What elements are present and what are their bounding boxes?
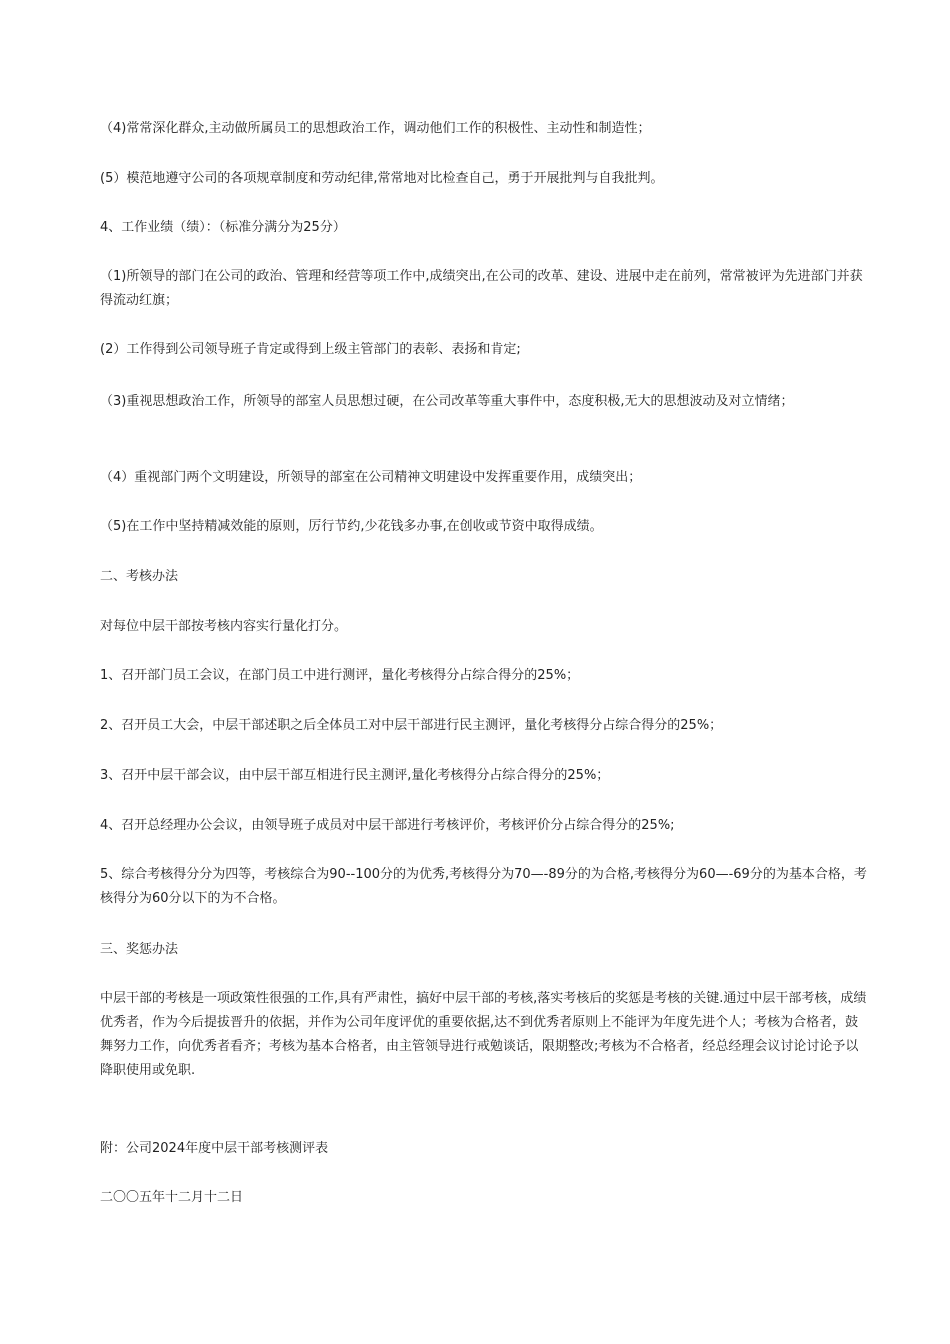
attachment-note: 附：公司2024年度中层干部考核测评表: [100, 1141, 329, 1156]
paragraph-assessment-5: 5、综合考核得分分为四等，考核综合为90--100分的为优秀,考核得分为70—-89分的为合格,考核得分为60—-69分的为基本合格，考核得分为60分以下的为不合格。: [100, 867, 867, 906]
document-date: 二〇〇五年十二月十二日: [100, 1190, 244, 1205]
paragraph-item-5-discipline: (5）模范地遵守公司的各项规章制度和劳动纪律,常常地对比检查自己，勇于开展批判与自我批判。: [100, 171, 664, 186]
paragraph-assessment-4: 4、召开总经理办公会议，由领导班子成员对中层干部进行考核评价，考核评价分占综合得分的25%;: [100, 818, 675, 833]
paragraph-performance-3: （3)重视思想政治工作，所领导的部室人员思想过硬，在公司改革等重大事件中，态度积极,无大的思想波动及对立情绪；: [100, 394, 794, 409]
paragraph-performance-2: (2）工作得到公司领导班子肯定或得到上级主管部门的表彰、表扬和肯定;: [100, 342, 521, 357]
paragraph-assessment-intro: 对每位中层干部按考核内容实行量化打分。: [100, 619, 348, 634]
paragraph-performance-4: （4）重视部门两个文明建设，所领导的部室在公司精神文明建设中发挥重要作用，成绩突出；: [100, 470, 642, 485]
paragraph-item-4-conduct: （4)常常深化群众,主动做所属员工的思想政治工作，调动他们工作的积极性、主动性和制造性；: [100, 121, 651, 136]
paragraph-performance-5: （5)在工作中坚持精减效能的原则，厉行节约,少花钱多办事,在创收或节资中取得成绩。: [100, 519, 603, 534]
paragraph-rewards-body: 中层干部的考核是一项政策性很强的工作,具有严肃性，搞好中层干部的考核,落实考核后的奖惩是考核的关键.通过中层干部考核，成绩优秀者，作为今后提拔晋升的依据，并作为公司年度评优的重要依据,达不到优秀者原则上不能评为年度先进个人；考核为合格者，鼓舞努力工作，向优秀者看齐；考核为基本合格者，由主管领导进行戒勉谈话，限期整改;考核为不合格者，经总经理会议讨论讨论予以降职使用或免职.: [100, 991, 867, 1078]
section-heading-performance: 4、工作业绩（绩）：（标准分满分为25分）: [100, 220, 346, 235]
paragraph-assessment-1: 1、召开部门员工会议，在部门员工中进行测评，量化考核得分占综合得分的25%；: [100, 668, 580, 683]
paragraph-assessment-2: 2、召开员工大会，中层干部述职之后全体员工对中层干部进行民主测评，量化考核得分占综合得分的25%；: [100, 718, 723, 733]
section-heading-assessment-method: 二、考核办法: [100, 569, 179, 584]
paragraph-performance-1: （1)所领导的部门在公司的政治、管理和经营等项工作中,成绩突出,在公司的改革、建设、进展中走在前列，常常被评为先进部门并获得流动红旗；: [100, 269, 863, 308]
section-heading-rewards: 三、奖惩办法: [100, 942, 179, 957]
paragraph-assessment-3: 3、召开中层干部会议，由中层干部互相进行民主测评,量化考核得分占综合得分的25%；: [100, 768, 610, 783]
